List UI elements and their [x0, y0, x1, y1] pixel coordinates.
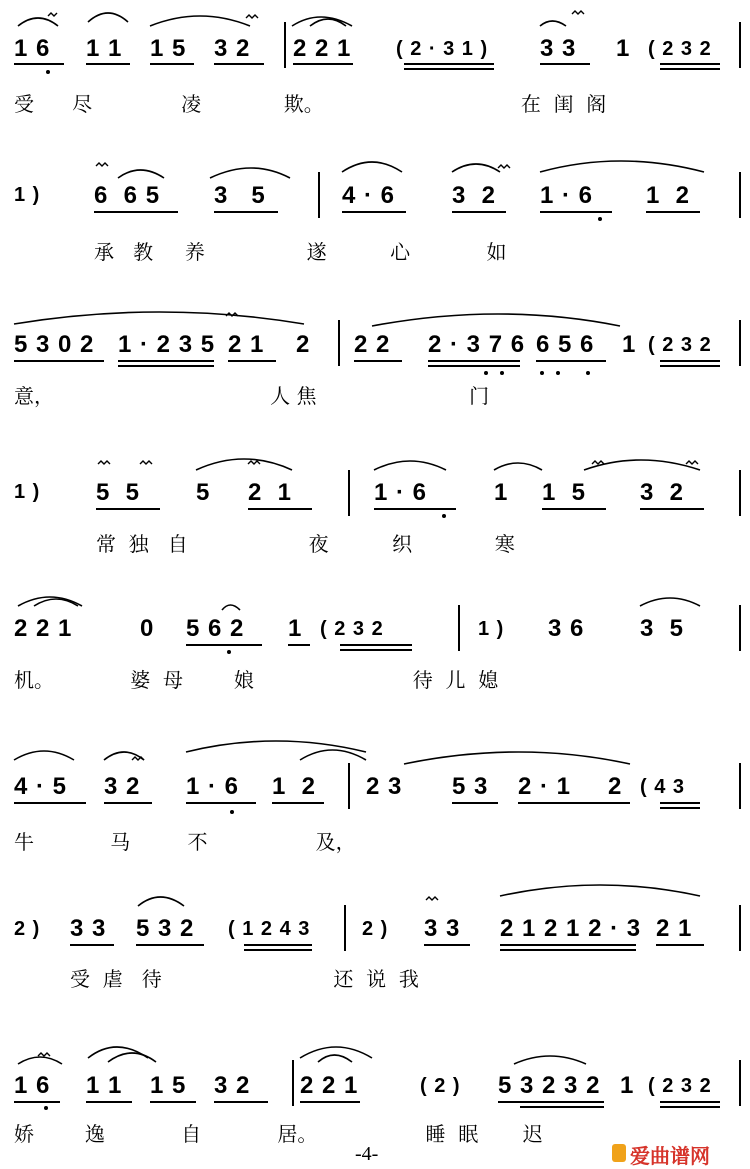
lyrics-r1: 受 尽 凌 欺。 在 闺 阁: [14, 92, 607, 116]
notes-r7-e: 2 ): [362, 918, 389, 940]
notes-r4-e: 1 · 6: [374, 479, 428, 506]
notes-r7-d: ( 1 2 4 3: [228, 918, 311, 940]
notes-r4-c: 5: [196, 479, 211, 506]
notes-r6-d: 1 2: [272, 773, 317, 800]
notes-r5-a: 2 2 1: [14, 615, 73, 642]
notes-r3-e: 2 2: [354, 331, 391, 358]
notes-r3-f: 2 · 3 7 6: [428, 331, 526, 358]
notes-r3-b: 1 · 2 3 5: [118, 331, 216, 358]
notes-r4-g: 1 5: [542, 479, 587, 506]
notes-r5-b: 0: [140, 615, 155, 642]
notes-r2-b: 6 6 5: [94, 182, 161, 209]
notes-r8-g: 5 3 2 3 2: [498, 1072, 601, 1099]
lyrics-r6: 牛 马 不 及，: [14, 830, 356, 854]
notes-r6-f: 5 3: [452, 773, 489, 800]
notes-r2-g: 1 2: [646, 182, 691, 209]
notes-r1-f: ( 2 · 3 1 ): [396, 38, 489, 60]
notes-r3-d: 2: [296, 331, 311, 358]
notes-r7-f: 3 3: [424, 915, 461, 942]
notes-r1-h: 1: [616, 35, 631, 62]
notes-r8-a: 1 6: [14, 1072, 51, 1099]
notes-r3-a: 5 3 0 2: [14, 331, 95, 358]
notes-r3-i: ( 2 3 2: [648, 334, 712, 356]
notes-r1-a: 1 6: [14, 35, 51, 62]
notes-r3-g: 6 5 6: [536, 331, 595, 358]
notes-r1-i: ( 2 3 2: [648, 38, 712, 60]
notes-r6-c: 1 · 6: [186, 773, 240, 800]
site-watermark: 爱曲谱网: [630, 1144, 710, 1168]
notes-r8-c: 1 5: [150, 1072, 187, 1099]
page-number: -4-: [355, 1143, 379, 1165]
music-note-icon: [612, 1144, 626, 1162]
notes-r6-i: ( 4 3: [640, 776, 686, 798]
notes-r6-e: 2 3: [366, 773, 403, 800]
lyrics-r7: 受 虐 待 还 说 我: [70, 967, 419, 991]
notes-r6-a: 4 · 5: [14, 773, 68, 800]
notes-r5-e: ( 2 3 2: [320, 618, 384, 640]
notes-r4-f: 1: [494, 479, 509, 506]
notes-r6-b: 3 2: [104, 773, 141, 800]
notes-r8-f: ( 2 ): [420, 1075, 461, 1097]
notes-r8-i: ( 2 3 2: [648, 1075, 712, 1097]
notes-r8-b: 1 1: [86, 1072, 123, 1099]
lyrics-r4: 常 独 自 夜 织 寒: [96, 532, 515, 556]
notes-r1-e: 2 2 1: [293, 35, 352, 62]
notes-r8-e: 2 2 1: [300, 1072, 359, 1099]
notes-r1-g: 3 3: [540, 35, 577, 62]
notes-r7-g: 2 1 2 1 2 · 3: [500, 915, 642, 942]
notes-r8-h: 1: [620, 1072, 635, 1099]
notes-r4-d: 2 1: [248, 479, 293, 506]
notes-r6-g: 2 · 1: [518, 773, 572, 800]
lyrics-r8: 娇 逸 自 居。 睡 眠 迟: [14, 1122, 543, 1146]
notes-r4-h: 3 2: [640, 479, 685, 506]
notes-r2-e: 3 2: [452, 182, 497, 209]
notes-r1-d: 3 2: [214, 35, 251, 62]
notes-r7-h: 2 1: [656, 915, 693, 942]
notes-r5-g: 3 6: [548, 615, 585, 642]
notes-r1-b: 1 1: [86, 35, 123, 62]
lyrics-r2: 承 教 养 遂 心 如: [94, 240, 507, 264]
notes-r5-f: 1 ): [478, 618, 505, 640]
lyrics-r3: 意， 人 焦 门: [14, 384, 490, 408]
notes-r1-c: 1 5: [150, 35, 187, 62]
notes-r4-a: 1 ): [14, 481, 41, 503]
notes-r7-b: 3 3: [70, 915, 107, 942]
notes-r8-d: 3 2: [214, 1072, 251, 1099]
notes-r2-a: 1 ): [14, 184, 41, 206]
notes-r5-c: 5 6 2: [186, 615, 245, 642]
notes-r3-c: 2 1: [228, 331, 265, 358]
notes-r4-b: 5 5: [96, 479, 141, 506]
notes-r5-d: 1: [288, 615, 303, 642]
notes-r5-h: 3 5: [640, 615, 685, 642]
notes-r2-d: 4 · 6: [342, 182, 396, 209]
notes-r2-f: 1 · 6: [540, 182, 594, 209]
notes-r3-h: 1: [622, 331, 637, 358]
lyrics-r5: 机。 婆 母 娘 待 儿 媳: [14, 668, 499, 692]
notes-r7-a: 2 ): [14, 918, 41, 940]
notes-r6-h: 2: [608, 773, 623, 800]
notes-r2-c: 3 5: [214, 182, 266, 209]
notes-r7-c: 5 3 2: [136, 915, 195, 942]
